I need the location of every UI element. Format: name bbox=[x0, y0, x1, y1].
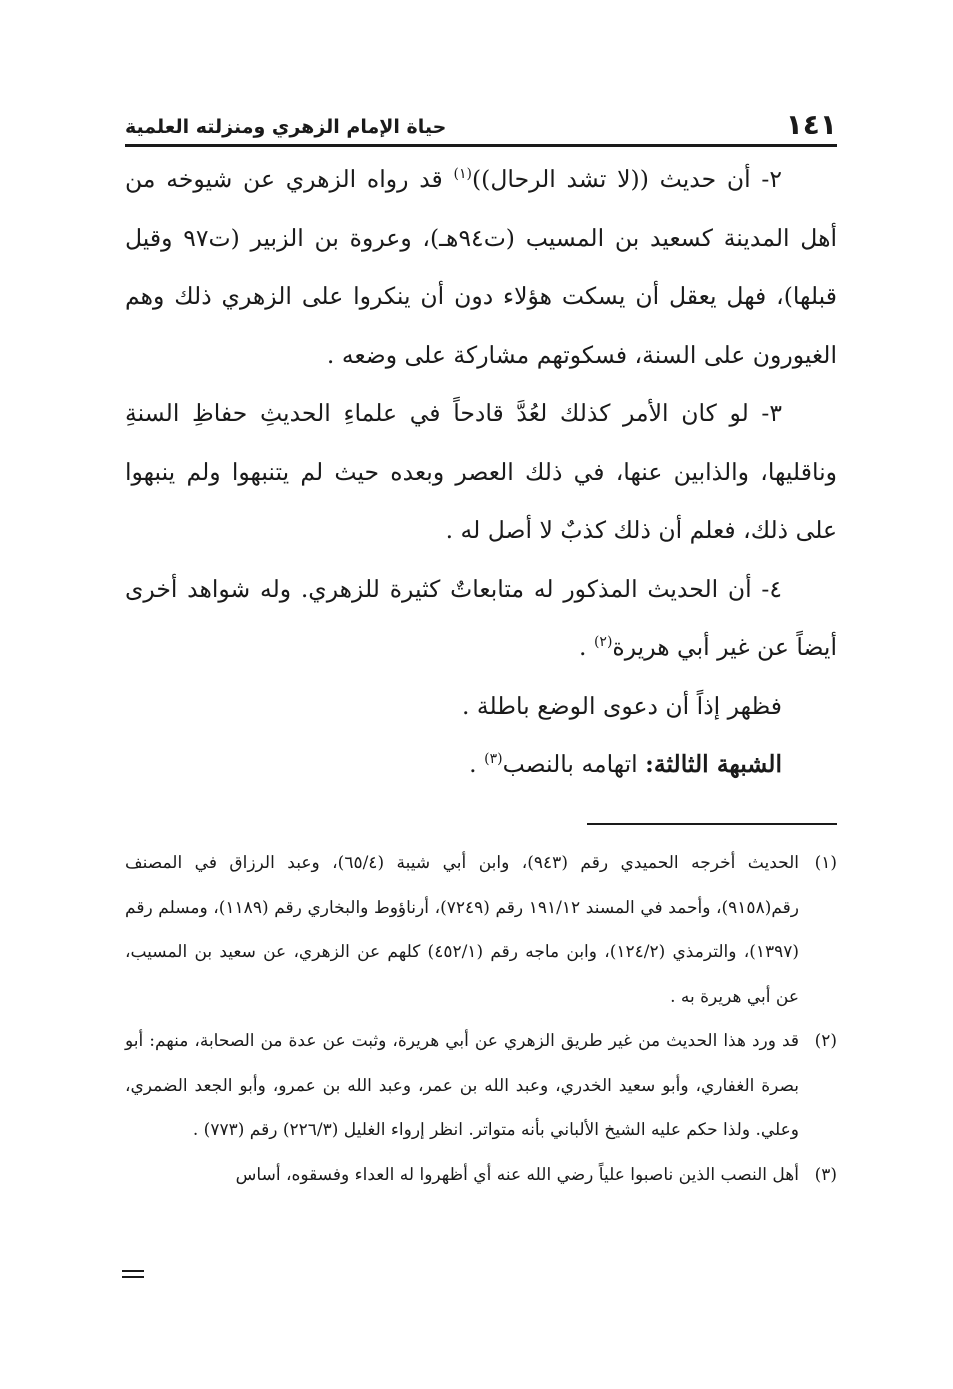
footnote-2 bbox=[125, 1019, 837, 1153]
footnote-3 bbox=[125, 1153, 837, 1198]
section-heading: الشبهة الثالثة: bbox=[645, 750, 782, 778]
paragraph-conclusion bbox=[125, 677, 837, 736]
section-heading-text: اتهامه بالنصب bbox=[502, 750, 646, 778]
paragraph-point-4 bbox=[125, 560, 837, 677]
footnotes bbox=[125, 841, 837, 1197]
footnote-label: (٣) bbox=[814, 1164, 837, 1185]
paragraph-text: . bbox=[578, 633, 594, 661]
paragraph-text: ٣- لو كان الأمر كذلك لعُدَّ قادحاً في علماءِ الحديثِ حفاظِ السنةِ وناقليها، والذابين عنها، في ذلك العصر وبعده حيث لم يتنبهوا ولم ينبهوا على ذلك، فعلم أن ذلك كذبٌ لا أصل له . bbox=[125, 399, 837, 544]
footnote-ref-1: (١) bbox=[453, 166, 473, 183]
footnote-ref-2: (٢) bbox=[593, 634, 613, 651]
footnote-1 bbox=[125, 841, 837, 1019]
paragraph-text: . bbox=[469, 750, 485, 778]
footnote-text: قد ورد هذا الحديث من غير طريق الزهري عن أبي هريرة، وثبت عن عدة من الصحابة، منهم: أبو بصرة الغفاري، وأبو سعيد الخدري، وعبد الله بن عمر، وعبد الله بن عمرو، وأبو الجعد الضمري، وعلي. ولذا حكم عليه الشيخ الألباني بأنه متواتر. انظر إرواء الغليل (٢٢٦/٣) رقم (٧٧٣) . bbox=[125, 1031, 799, 1140]
continuation-mark bbox=[122, 1270, 144, 1278]
footnote-ref-3: (٣) bbox=[484, 751, 503, 768]
footnote-separator bbox=[587, 823, 837, 825]
main-text bbox=[125, 150, 837, 794]
paragraph-point-2 bbox=[125, 150, 837, 384]
running-title: حياة الإمام الزهري ومنزلته العلمية bbox=[125, 116, 447, 138]
footnote-label: (١) bbox=[814, 853, 838, 873]
paragraph-text: قد رواه الزهري عن شيوخه من أهل المدينة كسعيد بن المسيب (ت٩٤هـ)، وعروة بن الزبير (ت٩٧ وقيل قبلها)، فهل يعقل أن يسكت هؤلاء دون أن ينكروا على الزهري ذلك وهم الغيورون على السنة، فسكوتهم مشاركة على وضعه . bbox=[125, 165, 837, 369]
paragraph-text: فظهر إذاً أن دعوى الوضع باطلة . bbox=[461, 691, 782, 720]
section-heading-third-doubt bbox=[125, 735, 837, 794]
paragraph-point-3 bbox=[125, 384, 837, 560]
paragraph-text: ٢- أن حديث ((لا تشد الرحال)) bbox=[472, 165, 782, 193]
footnote-text: أهل النصب الذين ناصبوا علياً رضي الله عنه أي أظهروا له العداء وفسقوه، أساس bbox=[235, 1164, 799, 1185]
footnote-text: الحديث أخرجه الحميدي رقم (٩٤٣)، وابن أبي شيبة (٦٥/٤)، وعبد الرزاق في المصنف رقم(٩١٥٨)، وأحمد في المسند ١٩١/١٢ رقم (٧٢٤٩)، أرناؤوط والبخاري رقم (١١٨٩)، ومسلم رقم (١٣٩٧)، والترمذي (١٢٤/٢)، وابن ماجه رقم (٤٥٢/١) كلهم عن الزهري، عن سعيد بن المسيب، عن أبي هريرة به . bbox=[125, 853, 800, 1007]
footnote-label: (٢) bbox=[814, 1031, 837, 1051]
paragraph-text: ٤- أن الحديث المذكور له متابعاتٌ كثيرة للزهري. وله شواهد أخرى أيضاً عن غير أبي هريرة bbox=[125, 574, 837, 661]
page-number: ١٤١ bbox=[785, 108, 837, 141]
page-header bbox=[125, 108, 837, 147]
